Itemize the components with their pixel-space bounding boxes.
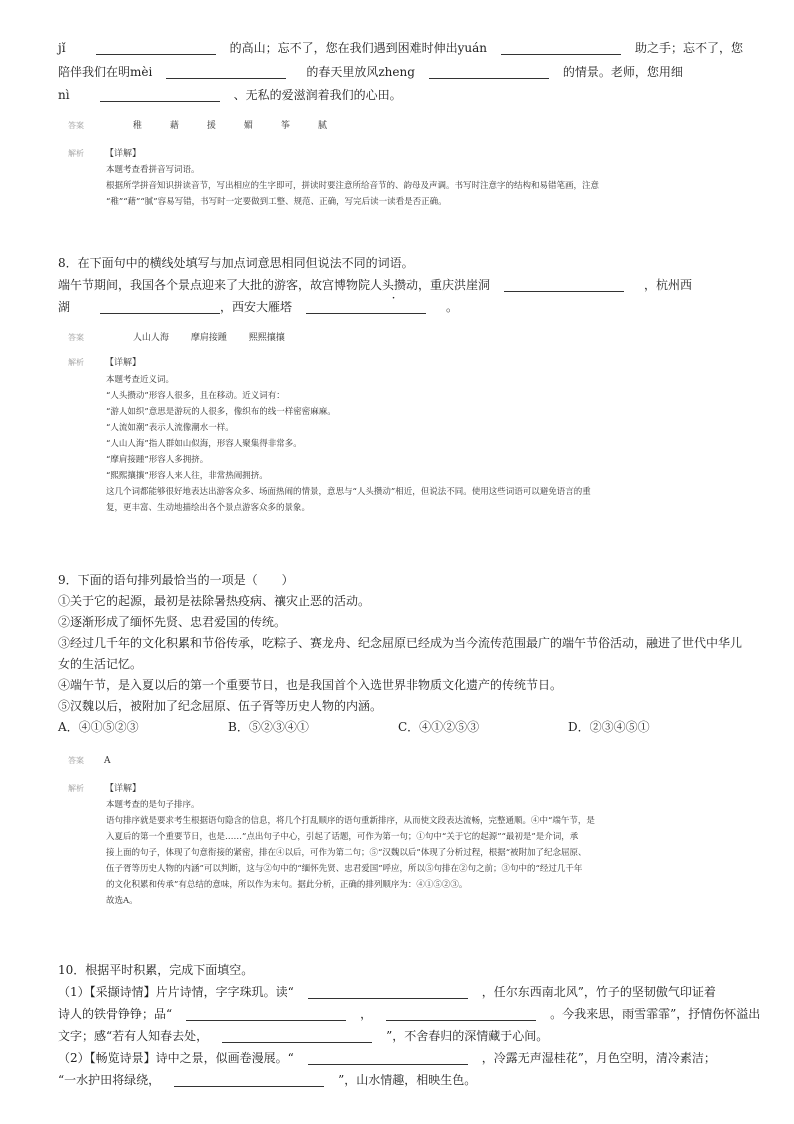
- answer-blank[interactable]: [501, 40, 621, 55]
- pinyin-text: jǐ: [58, 41, 66, 55]
- answer-blank[interactable]: [386, 1006, 536, 1021]
- answer-blank[interactable]: [100, 87, 220, 102]
- answer-blank[interactable]: [100, 299, 220, 314]
- answer-blank[interactable]: [166, 64, 286, 79]
- option-d[interactable]: D．②③④⑤①: [568, 720, 650, 734]
- q9-analysis: 本题考查的是句子排序。 语句排序就是要求考生根据语句隐含的信息，将几个打乱顺序的语句重新排序，从而使文段表达流畅，完整通顺。④中“端午节，是 入夏后的第一个重要节日，也是……”点出句子中心，引起了话题，可作为第一句；①句中“关于它的起源”“最初是”是介词，承 接上面的句子，体现了句意衔接的紧密，排在④以后，可作为第二句；⑤“汉魏以后”体现了分析过程，根据“被附加了纪念屈原、 伍子胥等历史人物的内涵”可以判断，这与②句中的“缅怀先贤、忠君爱国”呼应，所以⑤句排在②句之前；③句中的“经过几千年 的文化积累和传承”有总结的意味，所以作为末句。据此分析，正确的排列顺序为：④①⑤②③。 故选A。: [106, 800, 595, 906]
- q9-options: [58, 717, 748, 737]
- q10-line-4: （2）【畅览诗景】诗中之景，似画卷漫展。“ ，冷露无声湿桂花”，月色空明，清冷素洁；: [58, 1051, 716, 1065]
- answer-blank[interactable]: [174, 1072, 324, 1087]
- q7-line-1: jǐ 的高山；忘不了，您在我们遇到困难时伸出yuán 助之手；忘不了，您: [58, 41, 743, 55]
- option-a[interactable]: A．④①⑤②③: [58, 720, 139, 734]
- q7-analysis: 本题考查看拼音写词语。 根据所学拼音知识拼读音节，写出相应的生字即可，拼读时要注意所给音节的、韵母及声调。书写时注意字的结构和易错笔画，注意 “稚”“藉”“腻”容易写错，书写时一定要做到工整、规范、正确，写完后读一读看是否正确。: [106, 165, 600, 207]
- q9-sentence-3-cont: 女的生活记忆。: [58, 657, 143, 671]
- q10-line-3: 文字；感“若有人知春去处， ”，不舍春归的深情藏于心间。: [58, 1029, 549, 1043]
- q9-answer: 答案 A: [68, 756, 111, 766]
- q10-line-1: （1）【采撷诗情】片片诗情，字字珠玑。读“ ，任尔东西南北风”，竹子的坚韧傲气印证着: [58, 985, 716, 999]
- answer-blank[interactable]: [186, 1006, 346, 1021]
- q9-stem: 9．下面的语句排列最恰当的一项是（ ）: [58, 573, 294, 587]
- option-c[interactable]: C．④①②⑤③: [398, 720, 480, 734]
- q10-stem: 10．根据平时积累，完成下面填空。: [58, 963, 254, 977]
- q7-answer: 答案 稚 藉 援 媚 筝 腻: [68, 121, 327, 131]
- q9-sentence-4: ④端午节，是入夏以后的第一个重要节日，也是我国首个入选世界非物质文化遗产的传统节日。: [58, 678, 563, 692]
- q9-sentence-5: ⑤汉魏以后，被附加了纪念屈原、伍子胥等历史人物的内涵。: [58, 699, 383, 713]
- q10-line-5: “一水护田将绿绕， ”，山水情趣，相映生色。: [58, 1073, 477, 1087]
- q10-line-2: 诗人的铁骨铮铮；品“ ， 。今我来思，雨雪霏霏”，抒情伤怀溢出: [58, 1007, 761, 1021]
- q8-analysis-label: 解析 【详解】: [68, 358, 142, 368]
- q7-line-3: nì 、无私的爱滋润着我们的心田。: [58, 88, 402, 102]
- answer-blank[interactable]: [308, 1050, 468, 1065]
- q7-line-2: 陪伴我们在明mèi 的春天里放风zheng 的情景。老师，您用细: [58, 65, 683, 79]
- answer-blank[interactable]: [306, 299, 426, 314]
- q8-line-1: 端午节期间，我国各个景点迎来了大批的游客，故宫博物院人头攒动，重庆洪崖洞 ，杭州西: [58, 278, 693, 292]
- q7-analysis-label: 解析 【详解】: [68, 149, 142, 159]
- answer-blank[interactable]: [96, 40, 216, 55]
- option-b[interactable]: B．⑤②③④①: [228, 720, 309, 734]
- q9-sentence-1: ①关于它的起源，最初是祛除暑热疫病、禳灾止恶的活动。: [58, 594, 371, 608]
- q9-analysis-label: 解析 【详解】: [68, 784, 142, 794]
- answer-blank[interactable]: [308, 984, 468, 999]
- q9-sentence-2: ②逐渐形成了缅怀先贤、忠君爱国的传统。: [58, 615, 287, 629]
- answer-blank[interactable]: [504, 277, 624, 292]
- q8-answer: 答案 人山人海 摩肩接踵 熙熙攘攘: [68, 333, 285, 343]
- dotted-word: 人头攒动: [370, 278, 419, 292]
- q8-line-2: 湖 ，西安大雁塔 。: [58, 300, 459, 314]
- answer-blank[interactable]: [429, 64, 549, 79]
- answer-blank[interactable]: [222, 1028, 372, 1043]
- q8-analysis: 本题考查近义词。 “人头攒动”形容人很多，且在移动。近义词有： “游人如织”意思是游玩的人很多，像织布的线一样密密麻麻。 “人流如潮”表示人流像潮水一样。 “人山人海”指人群如山似海，形容人聚集得非常多。 “摩肩接踵”形容人多拥挤。 “熙熙攘攘”形容人来人往，非常热闹拥挤。 这几个词都能够很好地表达出游客众多、场面热闹的情景，意思与“人头攒动”相近，但说法不同。使用这些词语可以避免语言的重 复，更丰富、生动地描绘出各个景点游客众多的景象。: [106, 375, 591, 513]
- q9-sentence-3: ③经过几千年的文化积累和节俗传承，吃粽子、赛龙舟、纪念屈原已经成为当今流传范围最广的端午节俗活动，融进了世代中华儿: [58, 636, 743, 650]
- q8-stem: 8．在下面句中的横线处填写与加点词意思相同但说法不同的词语。: [58, 256, 414, 270]
